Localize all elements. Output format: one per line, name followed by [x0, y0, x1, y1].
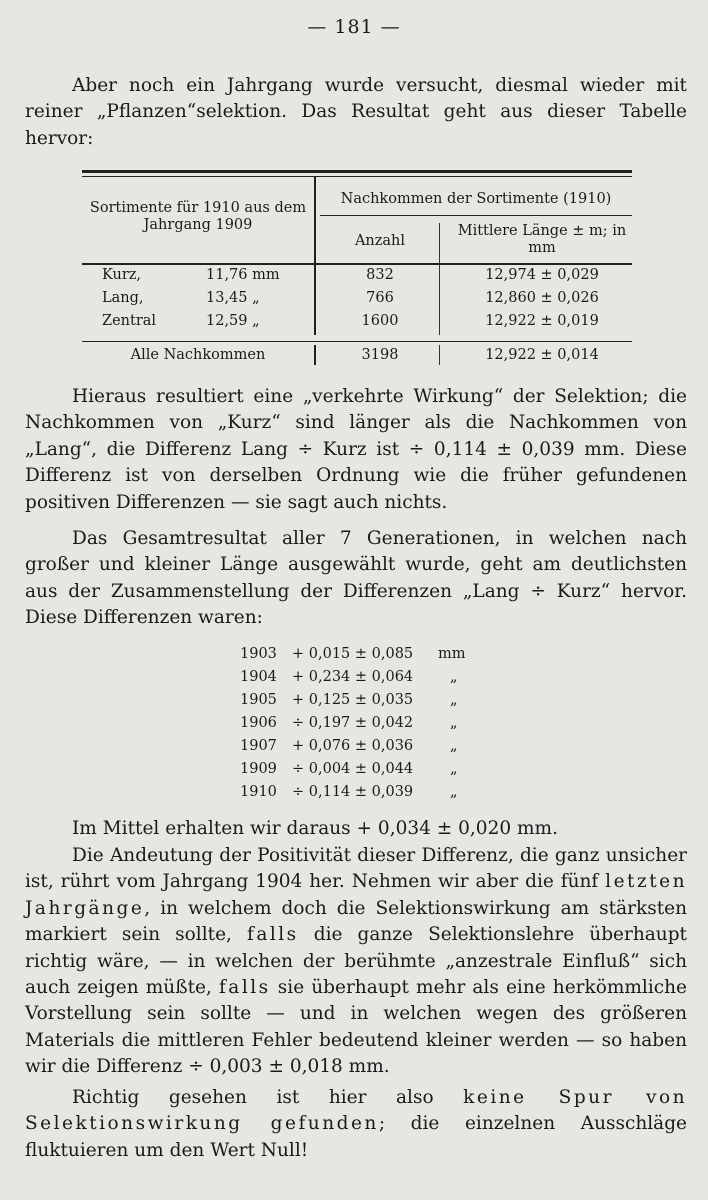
list-item: 1907 + 0,076 ± 0,036 „	[240, 738, 458, 754]
emphasis: falls	[218, 977, 271, 999]
paragraph-3: Die Andeutung der Positivität dieser Differenz, die ganz unsicher ist, rührt vom Jahrgang 1904 her. Nehmen wir aber die fünf letzten Jahrgänge, in welchem doch die Selektionswirkung am stärksten markiert sein sollte, falls die ganze Selektionslehre überhaupt richtig wäre, — in welchen der berühmte „anzestrale Einfluß“ sich auch zeigen müßte, falls sie überhaupt mehr als eine herkömmliche Vorstellung sein sollte — und in welchen wegen des größeren Materials die mittleren Fehler bedeutend kleiner werden — so haben wir die Differenz ÷ 0,003 ± 0,018 mm.	[25, 845, 687, 1078]
list-item: 1905 + 0,125 ± 0,035 „	[240, 692, 458, 708]
list-item: 1909 ÷ 0,004 ± 0,044 „	[240, 761, 458, 777]
table-divider-1	[314, 177, 316, 335]
col3-header: Mittlere Länge ± m; in mm	[457, 223, 627, 256]
group-header: Nachkommen der Sortimente (1910)	[340, 191, 612, 207]
header-rule	[82, 263, 632, 265]
page-number: — 181 —	[307, 16, 401, 38]
col1-header: Sortimente für 1910 aus dem Jahrgang 1909	[89, 200, 307, 233]
results-table: Sortimente für 1910 aus dem Jahrgang 1909 Nachkommen der Sortimente (1910) Anzahl Mittlere Länge ± m; in mm Kurz, 11,76 mm 832 12,974 ± 0,029 Lang, 13,45 „ 766 12,860 ± 0,026 Zentral 12,59 „ 1600 12,922 ± 0,019 Alle Nachkommen 3198 12,922 ± 0,014	[82, 170, 632, 370]
table-top-rule-thin	[82, 176, 632, 177]
paragraph-1: Hieraus resultiert eine „verkehrte Wirkung“ der Selektion; die Nachkommen von „Kurz“ sind länger als die Nachkommen von „Lang“, die Differenz Lang ÷ Kurz ist ÷ 0,114 ± 0,039 mm. Diese Differenz ist von derselben Ordnung wie die früher gefundenen positiven Differenzen — sie sagt auch nichts.	[25, 386, 687, 513]
list-item: 1910 ÷ 0,114 ± 0,039 „	[240, 784, 458, 800]
list-item: 1906 ÷ 0,197 ± 0,042 „	[240, 715, 458, 731]
col2-header: Anzahl	[354, 233, 406, 249]
group-header-rule	[320, 215, 632, 216]
table-top-rule	[82, 170, 632, 173]
list-item: 1903 + 0,015 ± 0,085 mm	[240, 646, 466, 662]
total-rule	[82, 341, 632, 342]
emphasis: falls	[246, 924, 299, 946]
list-item: 1904 + 0,234 ± 0,064 „	[240, 669, 458, 685]
paragraph-2: Das Gesamtresultat aller 7 Generationen, in welchen nach großer und kleiner Länge ausgewählt wurde, geht am deutlichsten aus der Zusammenstellung der Differenzen „Lang ÷ Kurz“ hervor. Diese Differenzen waren:	[25, 528, 687, 629]
emphasis: letzten Jahrgänge	[25, 871, 687, 919]
mittel-line: Im Mittel erhalten wir daraus + 0,034 ± 0,020 mm.	[72, 818, 558, 839]
emphasis: keine Spur von Selektionswirkung gefunden	[25, 1087, 688, 1135]
intro-paragraph: Aber noch ein Jahrgang wurde versucht, diesmal wieder mit reiner „Pflanzen“selektion. Das Resultat geht aus dieser Tabelle hervor:	[25, 75, 687, 149]
paragraph-4: Richtig gesehen ist hier also keine Spur von Selektionswirkung gefunden; die einzelnen Ausschläge fluktuieren um den Wert Null!	[25, 1087, 688, 1161]
